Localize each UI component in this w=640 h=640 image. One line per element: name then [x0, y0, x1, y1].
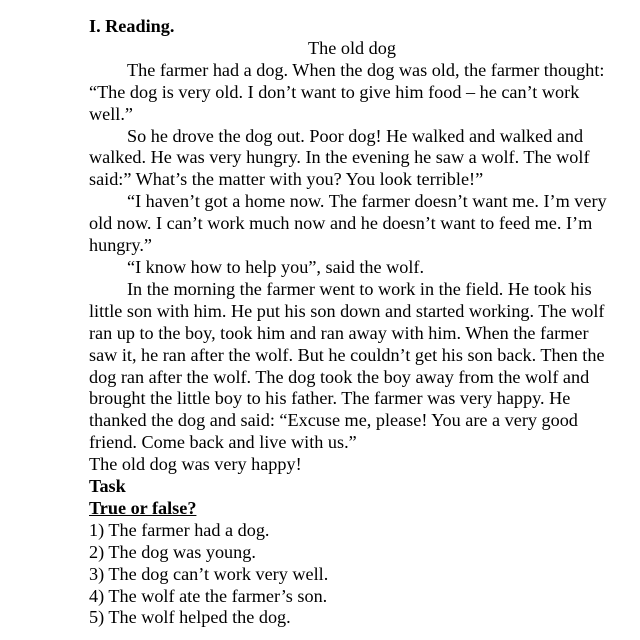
true-false-heading: True or false?: [89, 497, 197, 518]
statement-3: 3) The dog can’t work very well.: [89, 563, 329, 584]
statement-list: [89, 520, 609, 630]
story-title: The old dog: [308, 37, 396, 58]
document-page: [89, 14, 609, 629]
story-paragraph-4: “I know how to help you”, said the wolf.: [127, 256, 425, 277]
story-paragraph-3: “I haven’t got a home now. The farmer doesn’t want me. I’m very old now. I can’t work much now and he doesn’t want to feed me. I’m hungry.”: [89, 191, 607, 256]
statement-2: 2) The dog was young.: [89, 541, 256, 562]
section-heading: I. Reading.: [89, 16, 175, 36]
story-paragraph-2: So he drove the dog out. Poor dog! He walked and walked and walked. He was very hungry. In the evening he saw a wolf. The wolf said:” What’s the matter with you? You look terrible!”: [89, 125, 590, 190]
statement-1: 1) The farmer had a dog.: [89, 519, 270, 540]
closing-line: The old dog was very happy!: [89, 454, 302, 475]
task-heading: Task: [89, 476, 126, 497]
story-paragraph-1: The farmer had a dog. When the dog was old, the farmer thought: “The dog is very old. I don’t want to give him food – he can’t work well.”: [89, 59, 605, 124]
statement-4: 4) The wolf ate the farmer’s son.: [89, 585, 328, 606]
statement-5: 5) The wolf helped the dog.: [89, 607, 291, 628]
story-paragraph-5: In the morning the farmer went to work in the field. He took his little son with him. He put his son down and started working. The wolf ran up to the boy, took him and ran away with him. When the farmer saw it, he ran after the wolf. But he couldn’t get his son back. Then the dog ran after the wolf. The dog took the boy away from the wolf and brought the little boy to his father. The farmer was very happy. He thanked the dog and said: “Excuse me, please! You are a very good friend. Come back and live with us.”: [89, 278, 605, 453]
